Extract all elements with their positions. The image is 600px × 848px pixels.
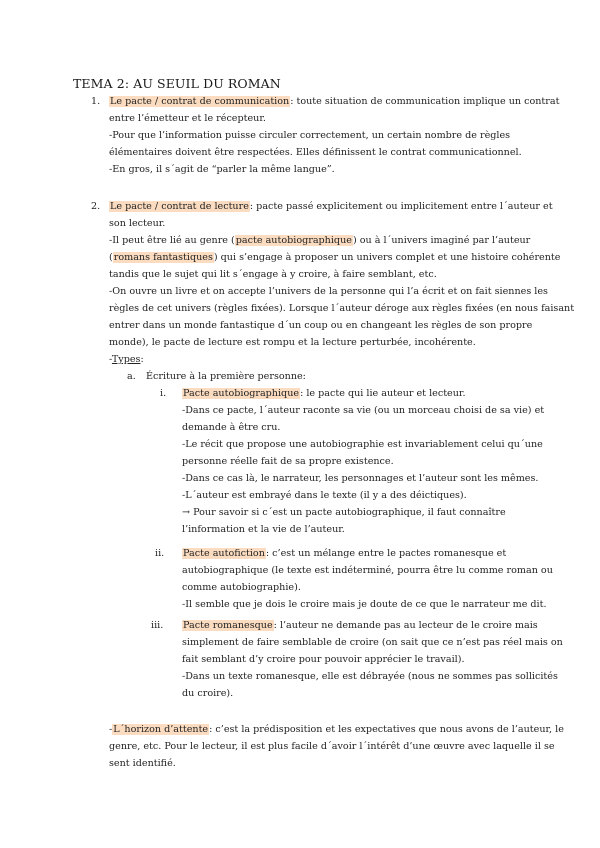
item-i-line-9: l’information et la vie de l’auteur. (182, 524, 345, 535)
section-1-line-2: entre l’émetteur et le récepteur. (109, 113, 266, 124)
section-2-line-2: son lecteur. (109, 218, 166, 229)
section-1-line-5: -En gros, il s´agit de “parler la même langue”. (109, 164, 335, 175)
section-1-line-1: Le pacte / contrat de communication: toute situation de communication implique un contrat (110, 96, 560, 107)
highlight-term: romans fantastiques (113, 252, 213, 263)
item-iii-line-4: -Dans un texte romanesque, elle est débrayée (nous ne sommes pas sollicités (182, 671, 558, 682)
section-2-line-8: entrer dans un monde fantastique d´un coup ou en changeant les règles de son propre (109, 320, 533, 331)
list-roman-ii: ii. (155, 548, 165, 559)
item-i-line-8: → Pour savoir si c´est un pacte autobiographique, il faut connaître (182, 507, 506, 518)
subsection-a-label: Écriture à la première personne: (146, 371, 306, 382)
list-number-2: 2. (91, 201, 101, 212)
item-ii-line-1: Pacte autofiction: c’est un mélange entre le pactes romanesque et (183, 548, 507, 559)
item-ii-line-3: comme autobiographie). (182, 582, 301, 593)
item-i-line-2: -Dans ce pacte, l´auteur raconte sa vie (ou un morceau choisi de sa vie) et (182, 405, 545, 416)
types-heading: -Types: (109, 354, 144, 365)
item-ii-line-2: autobiographique (le texte est indéterminé, pourra être lu comme roman ou (182, 565, 553, 576)
item-ii-line-4: -Il semble que je dois le croire mais je doute de ce que le narrateur me dit. (182, 599, 547, 610)
item-i-line-1: Pacte autobiographique: le pacte qui lie auteur et lecteur. (183, 388, 466, 399)
page-title: TEMA 2: AU SEUIL DU ROMAN (73, 76, 281, 91)
item-i-line-6: -Dans ce cas là, le narrateur, les personnages et l’auteur sont les mêmes. (182, 473, 539, 484)
item-i-line-5: personne réelle fait de sa propre existence. (182, 456, 394, 467)
list-roman-i: i. (160, 388, 167, 399)
horizon-line-2: genre, etc. Pour le lecteur, il est plus facile d´avoir l´intérêt d’une œuvre avec laquelle il se (109, 741, 555, 752)
highlight-term: L´horizon d’attente (113, 724, 209, 735)
section-2-line-7: règles de cet univers (règles fixées). Lorsque l´auteur déroge aux règles fixées (en nous faisant (109, 303, 575, 314)
section-2-line-5: tandis que le sujet qui lit s´engage à y croire, à faire semblant, etc. (109, 269, 437, 280)
highlight-term: Le pacte / contrat de lecture (110, 201, 249, 212)
section-2-line-6: -On ouvre un livre et on accepte l’univers de la personne qui l’a écrit et on fait siennes les (109, 286, 548, 297)
section-2-line-3: -Il peut être lié au genre (pacte autobiographique) ou à l´univers imaginé par l’auteur (109, 235, 531, 246)
list-number-1: 1. (91, 96, 101, 107)
highlight-term: Pacte autofiction (183, 548, 265, 559)
list-letter-a: a. (127, 371, 136, 382)
item-iii-line-1: Pacte romanesque: l’auteur ne demande pas au lecteur de le croire mais (183, 620, 538, 631)
item-i-line-3: demande à être cru. (182, 422, 281, 433)
horizon-line-3: sent identifié. (109, 758, 176, 769)
item-i-line-7: -L´auteur est embrayé dans le texte (il y a des déictiques). (182, 490, 467, 501)
section-2-line-9: monde), le pacte de lecture est rompu et la lecture perturbée, incohérente. (109, 337, 476, 348)
horizon-line-1: -L´horizon d’attente: c’est la prédisposition et les expectatives que nous avons de l’auteur, le (109, 724, 564, 735)
item-iii-line-5: du croire). (182, 688, 234, 699)
highlight-term: Pacte romanesque (183, 620, 273, 631)
item-i-line-4: -Le récit que propose une autobiographie est invariablement celui qu´une (182, 439, 543, 450)
section-2-line-4: (romans fantastiques) qui s’engage à proposer un univers complet et une histoire cohérente (109, 252, 561, 263)
highlight-term: Pacte autobiographique (183, 388, 300, 399)
item-iii-line-3: fait semblant d’y croire pour pouvoir apprécier le travail). (182, 654, 465, 665)
section-1-line-3: -Pour que l’information puisse circuler correctement, un certain nombre de règles (109, 130, 511, 141)
list-roman-iii: iii. (151, 620, 164, 631)
highlight-term: pacte autobiographique (235, 235, 352, 246)
item-iii-line-2: simplement de faire semblable de croire (on sait que ce n’est pas réel mais on (182, 637, 563, 648)
highlight-term: Le pacte / contrat de communication (110, 96, 290, 107)
section-2-line-1: Le pacte / contrat de lecture: pacte passé explicitement ou implicitement entre l´auteur et (110, 201, 553, 212)
section-1-line-4: élémentaires doivent être respectées. Elles définissent le contrat communicationnel. (109, 147, 522, 158)
